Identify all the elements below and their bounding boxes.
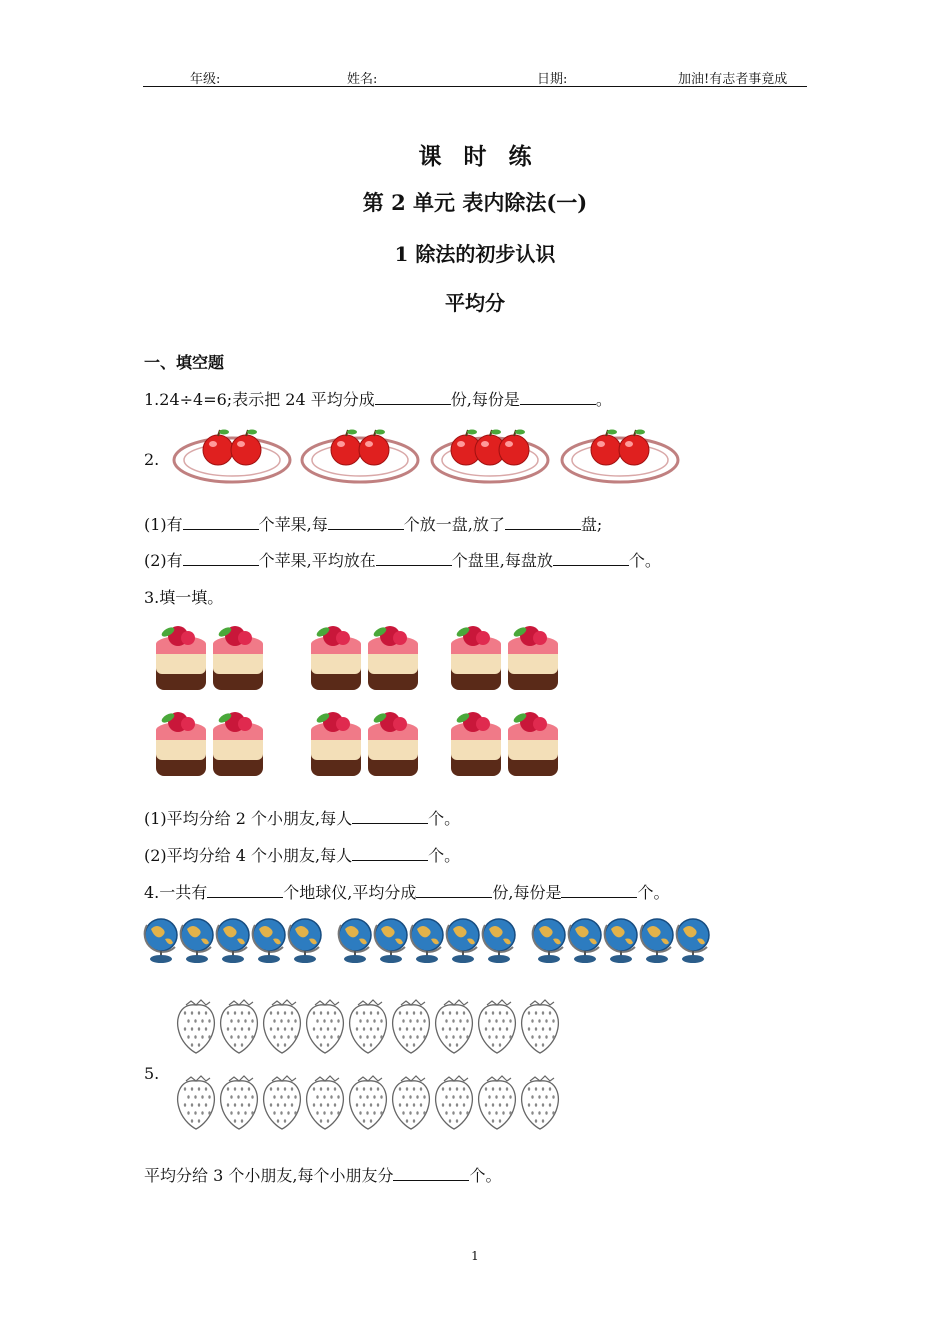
- q2-number: 2.: [144, 450, 160, 469]
- strawberry: [264, 1000, 301, 1053]
- strawberry: [436, 1000, 473, 1053]
- apple-plate: [432, 430, 548, 483]
- strawberry: [436, 1076, 473, 1129]
- globe: [569, 919, 601, 963]
- apple: [203, 430, 233, 466]
- question-1: [144, 387, 612, 410]
- globe: [339, 919, 371, 963]
- answer-blank[interactable]: [183, 515, 259, 530]
- strawberry: [479, 1076, 516, 1129]
- cake: [213, 711, 263, 776]
- page-title: 课时练: [418, 143, 554, 170]
- q2-part-1: [144, 512, 602, 535]
- q5-number: 5.: [144, 1064, 160, 1083]
- globe: [677, 919, 709, 963]
- q1-text-a: 1.24÷4=6;表示把 24 平均分成: [144, 390, 375, 409]
- cake: [156, 625, 206, 690]
- strawberries-image: [176, 997, 576, 1132]
- answer-blank[interactable]: [376, 551, 452, 566]
- unit-title: 第 2 单元 表内除法(一): [362, 190, 588, 215]
- apple-plate: [302, 430, 418, 483]
- apple: [331, 430, 361, 466]
- q5-b: 个。: [469, 1166, 502, 1185]
- q5-a: 平均分给 3 个小朋友,每个小朋友分: [144, 1166, 394, 1185]
- globe: [483, 919, 515, 963]
- q3p2-b: 个。: [428, 846, 461, 865]
- answer-blank[interactable]: [553, 551, 629, 566]
- cake: [368, 625, 418, 690]
- globe: [605, 919, 637, 963]
- q2p2-c: 个盘里,每盘放: [451, 551, 553, 570]
- q2p1-b: 个苹果,每: [258, 515, 328, 534]
- answer-blank[interactable]: [520, 390, 596, 405]
- cake: [368, 711, 418, 776]
- globe: [533, 919, 565, 963]
- q3p1-b: 个。: [428, 809, 461, 828]
- answer-blank[interactable]: [328, 515, 404, 530]
- q4-b: 个地球仪,平均分成: [283, 883, 417, 902]
- question-5-text: [144, 1163, 501, 1186]
- q2-part-2: [144, 548, 661, 571]
- cake: [213, 625, 263, 690]
- strawberry: [221, 1076, 258, 1129]
- question-4: [144, 880, 669, 903]
- q2p1-c: 个放一盘,放了: [403, 515, 505, 534]
- strawberry: [178, 1076, 215, 1129]
- cake: [156, 711, 206, 776]
- q4-c: 份,每份是: [492, 883, 562, 902]
- globe: [411, 919, 443, 963]
- q1-text-c: 。: [595, 390, 612, 409]
- globe: [289, 919, 321, 963]
- q2p2-b: 个苹果,平均放在: [258, 551, 376, 570]
- cake: [311, 625, 361, 690]
- strawberry: [522, 1076, 559, 1129]
- apple-plates-image: [170, 422, 690, 492]
- q1-text-b: 份,每份是: [450, 390, 520, 409]
- strawberry: [264, 1076, 301, 1129]
- motto: 加油!有志者事竟成: [678, 72, 788, 87]
- strawberry: [307, 1076, 344, 1129]
- question-3-title: 3.填一填。: [144, 588, 224, 607]
- globe: [447, 919, 479, 963]
- strawberry: [307, 1000, 344, 1053]
- header-divider: [143, 86, 807, 87]
- strawberry: [350, 1076, 387, 1129]
- strawberry: [178, 1000, 215, 1053]
- apple: [359, 430, 389, 466]
- cake: [508, 625, 558, 690]
- q3p1-a: (1)平均分给 2 个小朋友,每人: [144, 809, 353, 828]
- answer-blank[interactable]: [183, 551, 259, 566]
- cake: [508, 711, 558, 776]
- topic-title: 平均分: [445, 291, 505, 315]
- cake: [311, 711, 361, 776]
- apple: [499, 430, 529, 466]
- strawberry: [350, 1000, 387, 1053]
- q2p1-a: (1)有: [144, 515, 183, 534]
- answer-blank[interactable]: [352, 846, 428, 861]
- globe: [217, 919, 249, 963]
- strawberry: [393, 1076, 430, 1129]
- answer-blank[interactable]: [561, 883, 637, 898]
- strawberry: [221, 1000, 258, 1053]
- apple: [231, 430, 261, 466]
- answer-blank[interactable]: [416, 883, 492, 898]
- q4-a: 4.一共有: [144, 883, 208, 902]
- q3-part-1: [144, 806, 460, 829]
- strawberry: [479, 1000, 516, 1053]
- globe: [253, 919, 285, 963]
- answer-blank[interactable]: [207, 883, 283, 898]
- q2p1-d: 盘;: [580, 515, 603, 534]
- q3p2-a: (2)平均分给 4 个小朋友,每人: [144, 846, 353, 865]
- globes-image: [143, 915, 723, 967]
- cake: [451, 625, 501, 690]
- apple: [619, 430, 649, 466]
- q4-d: 个。: [637, 883, 670, 902]
- globe: [181, 919, 213, 963]
- lesson-title: 1 除法的初步认识: [394, 242, 556, 266]
- answer-blank[interactable]: [375, 390, 451, 405]
- q2p2-a: (2)有: [144, 551, 183, 570]
- name-label: 姓名:: [347, 72, 378, 87]
- answer-blank[interactable]: [505, 515, 581, 530]
- cakes-image: [150, 618, 570, 783]
- apple-plate: [562, 430, 678, 483]
- apple-plate: [174, 430, 290, 483]
- cake: [451, 711, 501, 776]
- globe: [641, 919, 673, 963]
- section-heading: 一、填空题: [144, 353, 225, 372]
- answer-blank[interactable]: [352, 809, 428, 824]
- globe: [145, 919, 177, 963]
- globe: [375, 919, 407, 963]
- q2p2-d: 个。: [628, 551, 661, 570]
- apple: [591, 430, 621, 466]
- date-label: 日期:: [537, 72, 568, 87]
- grade-label: 年级:: [190, 72, 221, 87]
- q3-part-2: [144, 843, 460, 866]
- strawberry: [522, 1000, 559, 1053]
- answer-blank[interactable]: [393, 1166, 469, 1181]
- page-number: 1: [471, 1249, 479, 1263]
- strawberry: [393, 1000, 430, 1053]
